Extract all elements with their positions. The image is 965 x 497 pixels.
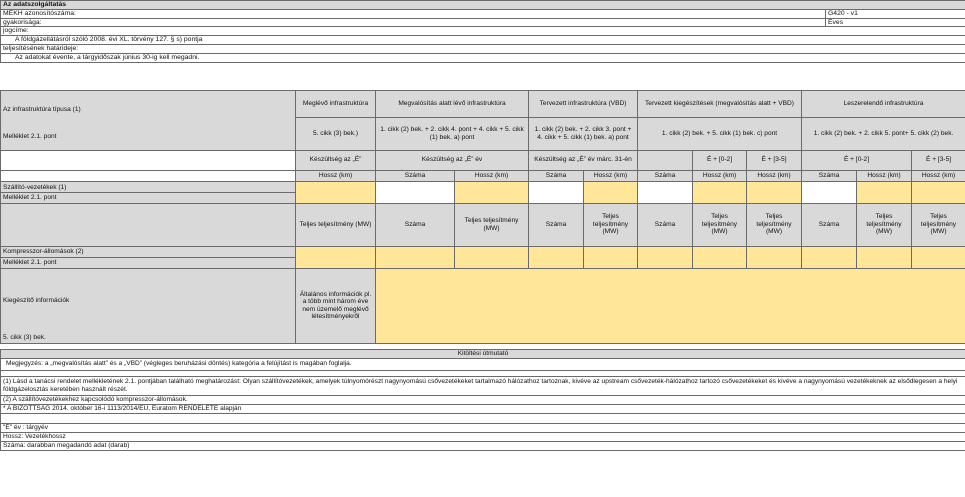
under-construction-ref: 1. cikk (2) bek. + 2. cikk 4. pont + 4. cikk + 5. cikk (1) bek. a) pont bbox=[376, 117, 529, 150]
decommission-title: Leszerelendő infrastruktúra bbox=[802, 90, 965, 117]
def-e: "É" év : tárgyév bbox=[1, 423, 965, 432]
col-hossz: Hossz (km) bbox=[857, 170, 912, 181]
input-cell[interactable] bbox=[638, 246, 693, 268]
blank-cell bbox=[1, 413, 965, 423]
input-cell[interactable] bbox=[857, 246, 912, 268]
input-cell[interactable] bbox=[376, 246, 455, 268]
col-teljesitmeny: Teljes teljesítmény (MW) bbox=[912, 203, 965, 246]
blank-cell bbox=[1, 203, 296, 246]
input-cell[interactable] bbox=[802, 246, 857, 268]
col-szama: Száma bbox=[529, 170, 584, 181]
col-hossz: Hossz (km) bbox=[912, 170, 965, 181]
planned-status: Készültség az „É” év márc. 31-én bbox=[529, 150, 638, 170]
legal-value: A földgázellátásról szóló 2008. évi XL. törvény 127. § s) pontja bbox=[1, 36, 965, 45]
header-title: Az adatszolgáltatás bbox=[1, 1, 965, 10]
planned-ext-title: Tervezett kiegészítések (megvalósítás alatt + VBD) bbox=[638, 90, 802, 117]
mekh-label: MEKH azonosítószáma: bbox=[1, 9, 826, 18]
input-cell[interactable] bbox=[529, 246, 584, 268]
col-szama: Száma bbox=[802, 170, 857, 181]
note-1: (1) Lásd a tanácsi rendelet mellékletének 2.1. pontjában található meghatározást: Olyan szállítóvezetékek, amelyek túlnyomórészt nagynyomású csővezetékeket tartalmazó hálózathoz tartoznak, kivéve az upstream csővezeték-hálózathoz tartozó csővezetékeket és kivéve a nagynyomású vezetékeknek az elsődlegesen a helyi földgázelosztás keretében használt részét. bbox=[1, 376, 965, 395]
existing-ref: 5. cikk (3) bek.) bbox=[296, 117, 376, 150]
col-szama: Száma bbox=[529, 203, 584, 246]
input-cell[interactable] bbox=[638, 181, 693, 203]
spacer bbox=[0, 63, 965, 90]
col-teljesitmeny: Teljes teljesítmény (MW) bbox=[584, 203, 638, 246]
note-main: Megjegyzés: a „megvalósítás alatt” és a „VBD” (végleges beruházási döntés) kategória a felújítást is magában foglalja. bbox=[1, 358, 965, 370]
def-szama: Száma: darabban megadandó adat (darab) bbox=[1, 441, 965, 450]
col-teljesitmeny: Teljes teljesítmény (MW) bbox=[857, 203, 912, 246]
planned-title: Tervezett infrastruktúra (VBD) bbox=[529, 90, 638, 117]
row-pipelines-label: Szállító-vezetékek (1) bbox=[1, 181, 296, 192]
input-cell[interactable] bbox=[455, 246, 529, 268]
notes-table bbox=[0, 349, 965, 451]
col-szama: Száma bbox=[638, 203, 693, 246]
input-cell[interactable] bbox=[529, 181, 584, 203]
input-cell[interactable] bbox=[455, 181, 529, 203]
deadline-value: Az adatokat évente, a tárgyidőszak június 30-ig kell megadni. bbox=[1, 53, 965, 62]
col-hossz: Hossz (km) bbox=[747, 170, 802, 181]
col-szama: Száma bbox=[638, 170, 693, 181]
supplementary-cell bbox=[1, 268, 296, 343]
legal-label: jogcíme: bbox=[1, 27, 965, 36]
col-teljesitmeny: Teljes teljesítmény (MW) bbox=[747, 203, 802, 246]
existing-status: Készültség az „É” bbox=[296, 150, 376, 170]
input-cell[interactable] bbox=[376, 181, 455, 203]
frequency-value: Éves bbox=[826, 18, 965, 27]
blank-cell bbox=[1, 150, 296, 170]
supplementary-input[interactable] bbox=[376, 268, 965, 343]
input-cell[interactable] bbox=[584, 246, 638, 268]
under-construction-title: Megvalósítás alatt lévő infrastruktúra bbox=[376, 90, 529, 117]
input-cell[interactable] bbox=[693, 181, 747, 203]
decommission-ref: 1. cikk (2) bek. + 2. cikk 5. pont+ 5. cikk (2) bek. bbox=[802, 117, 965, 150]
col-teljesitmeny: Teljes teljesítmény (MW) bbox=[296, 203, 376, 246]
col-szama: Száma bbox=[802, 203, 857, 246]
input-cell[interactable] bbox=[912, 246, 965, 268]
type-label-cell bbox=[1, 90, 296, 150]
frequency-label: gyakorisága: bbox=[1, 18, 826, 27]
col-teljesitmeny: Teljes teljesítmény (MW) bbox=[693, 203, 747, 246]
col-hossz: Hossz (km) bbox=[584, 170, 638, 181]
planned-ext-ref: 1. cikk (2) bek. + 5. cikk (1) bek. c) pont bbox=[638, 117, 802, 150]
col-hossz: Hossz (km) bbox=[296, 170, 376, 181]
input-cell[interactable] bbox=[693, 246, 747, 268]
input-cell[interactable] bbox=[857, 181, 912, 203]
infrastructure-table bbox=[0, 90, 965, 344]
row-compressors-label: Kompresszor-állomások (2) bbox=[1, 246, 296, 257]
input-cell[interactable] bbox=[912, 181, 965, 203]
planned-ref: 1. cikk (2) bek. + 2. cikk 3. pont + 4. cikk + 5. cikk (1) bek. a) pont bbox=[529, 117, 638, 150]
note-3: * A BIZOTTSÁG 2014. október 16-i 1113/2014/EU, Euratom RENDELETE alapján bbox=[1, 404, 965, 413]
planned-ext-status-a: É + [0-2] bbox=[693, 150, 747, 170]
input-cell[interactable] bbox=[584, 181, 638, 203]
row-supplementary-ref: 5. cikk (3) bek. bbox=[3, 334, 46, 342]
col-szama: Száma bbox=[376, 170, 455, 181]
input-cell[interactable] bbox=[747, 181, 802, 203]
under-construction-status: Készültség az „É” év bbox=[376, 150, 529, 170]
row-compressors-ref: Melléklet 2.1. pont bbox=[1, 257, 296, 268]
col-hossz: Hossz (km) bbox=[455, 170, 529, 181]
planned-ext-status-a-spacer bbox=[638, 150, 693, 170]
col-szama: Száma bbox=[376, 203, 455, 246]
existing-title: Meglévő infrastruktúra bbox=[296, 90, 376, 117]
blank-cell bbox=[1, 170, 296, 181]
header-table bbox=[0, 0, 965, 63]
col-teljesitmeny: Teljes teljesítmény (MW) bbox=[455, 203, 529, 246]
input-cell[interactable] bbox=[296, 181, 376, 203]
def-hossz: Hossz: Vezetékhossz bbox=[1, 432, 965, 441]
input-cell[interactable] bbox=[802, 181, 857, 203]
planned-ext-status-b: É + [3-5] bbox=[747, 150, 802, 170]
input-cell[interactable] bbox=[747, 246, 802, 268]
note-2: (2) A szállítóvezetékekhez kapcsolódó kompresszor-állomások. bbox=[1, 395, 965, 404]
decommission-status-b: É + [3-5] bbox=[912, 150, 965, 170]
input-cell[interactable] bbox=[296, 246, 376, 268]
supplementary-desc: Általános információk pl. a több mint három éve nem üzemelő meglévő létesítményekről bbox=[296, 268, 376, 343]
row-supplementary-label: Kiegészítő információk bbox=[3, 296, 70, 304]
mekh-value: G420 - v1 bbox=[826, 9, 965, 18]
deadline-label: teljesítésének határideje: bbox=[1, 45, 965, 54]
decommission-status-a: É + [0-2] bbox=[802, 150, 912, 170]
type-ref: Melléklet 2.1. pont bbox=[3, 133, 57, 141]
row-pipelines-ref: Melléklet 2.1. pont bbox=[1, 192, 296, 203]
col-hossz: Hossz (km) bbox=[693, 170, 747, 181]
type-label: Az infrastruktúra típusa (1) bbox=[3, 105, 81, 113]
notes-title: Kitöltési útmutató bbox=[1, 349, 965, 358]
